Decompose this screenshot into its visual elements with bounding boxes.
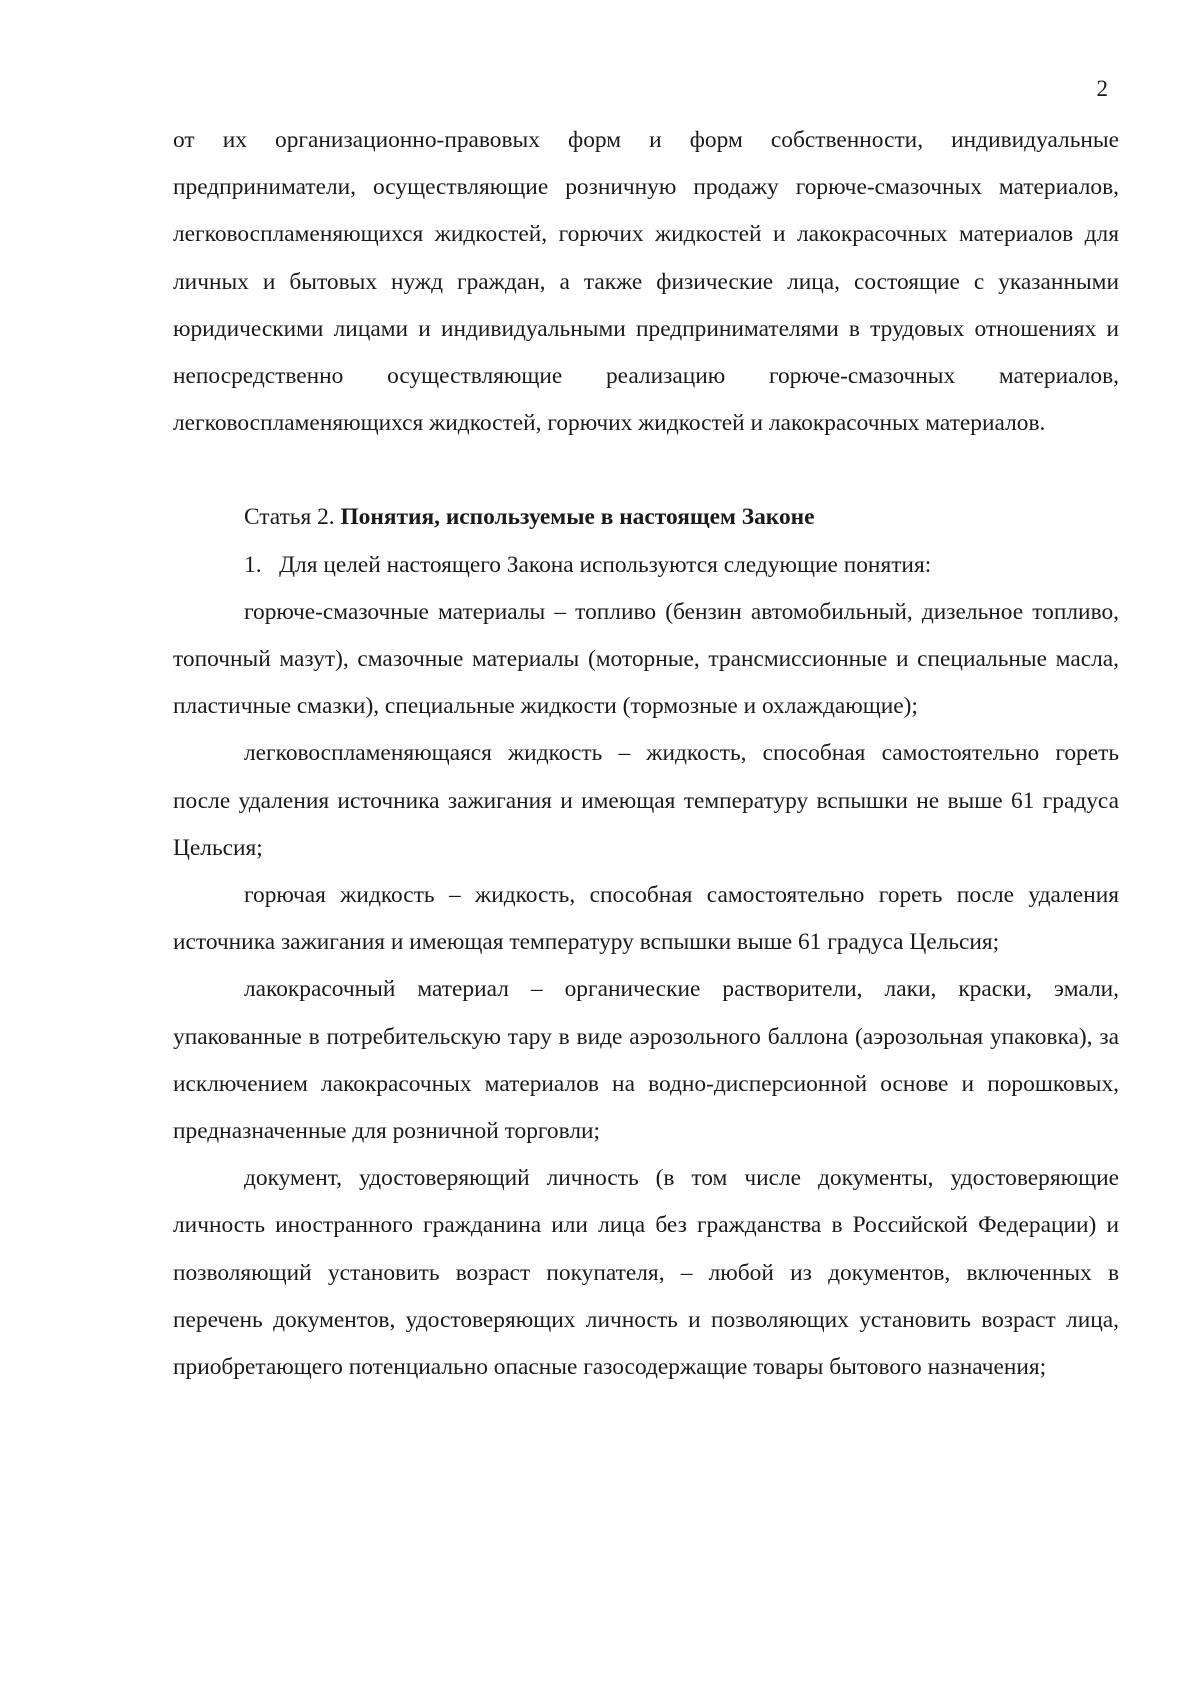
item-1: 1. Для целей настоящего Закона используются следующие понятия:	[244, 551, 932, 578]
definition-combustible-liquid: горючая жидкость – жидкость, способная самостоятельно гореть после удаления источника зажигания и имеющая температуру вспышки выше 61 градуса Цельсия;	[173, 882, 1119, 956]
definition-paint-material: лакокрасочный материал – органические растворители, лаки, краски, эмали, упакованные в потребительскую тару в виде аэрозольного баллона (аэрозольная упаковка), за исключением лакокрасочных материалов на водно-дисперсионной основе и порошковых, предназначенные для розничной торговли;	[173, 976, 1119, 1145]
definition-identity-document: документ, удостоверяющий личность (в том числе документы, удостоверяющие личность иностранного гражданина или лица без гражданства в Российской Федерации) и позволяющий установить возраст покупателя, – любой из документов, включенных в перечень документов, удостоверяющих личность и позволяющих установить возраст лица, приобретающего потенциально опасные газосодержащие товары бытового назначения;	[173, 1165, 1119, 1381]
article-label: Статья 2.	[244, 504, 335, 531]
article-title: Понятия, используемые в настоящем Законе	[340, 504, 815, 531]
article-heading	[173, 494, 1119, 541]
definition-fuel-lubricants: горюче-смазочные материалы – топливо (бензин автомобильный, дизельное топливо, топочный мазут), смазочные материалы (моторные, трансмиссионные и специальные масла, пластичные смазки), специальные жидкости (тормозные и охлаждающие);	[173, 598, 1119, 720]
definition-flammable-liquid: легковоспламеняющаяся жидкость – жидкость, способная самостоятельно гореть после удаления источника зажигания и имеющая температуру вспышки не выше 61 градуса Цельсия;	[173, 740, 1119, 861]
page-number: 2	[1096, 76, 1108, 101]
document-body	[173, 117, 1119, 1391]
intro-paragraph: от их организационно-правовых форм и форм собственности, индивидуальные предприниматели, осуществляющие розничную продажу горюче-смазочных материалов, легковоспламеняющихся жидкостей, горючих жидкостей и лакокрасочных материалов для личных и бытовых нужд граждан, а также физические лица, состоящие с указанными юридическими лицами и индивидуальными предпринимателями в трудовых отношениях и непосредственно осуществляющие реализацию горюче-смазочных материалов, легковоспламеняющихся жидкостей, горючих жидкостей и лакокрасочных материалов.	[173, 127, 1119, 437]
